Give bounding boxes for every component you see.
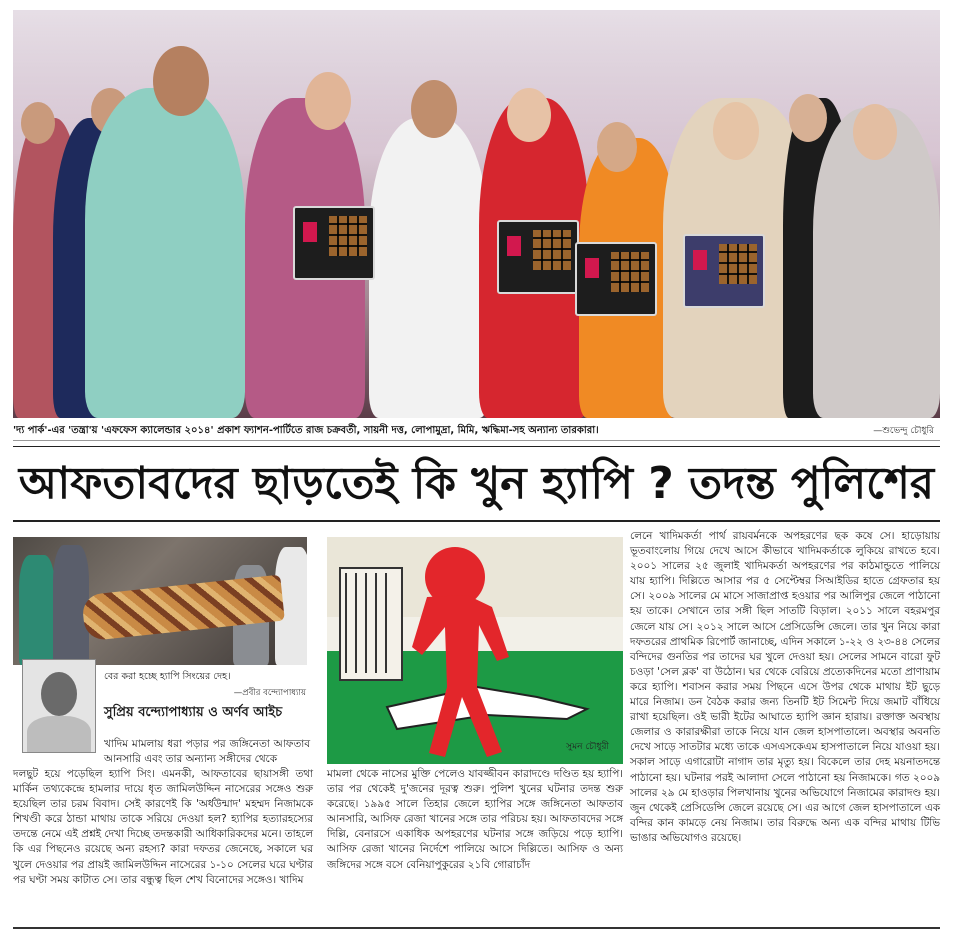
crime-illustration [327, 537, 623, 764]
photo-credit: —শুভেন্দু চৌধুরি [873, 426, 934, 436]
article-text-left-intro: খাদিম মামলায় ধরা পড়ার পর জঙ্গিনেতা আফতাব আনসারি এবং তার অন্যান্য সঙ্গীদের থেকে [104, 738, 310, 766]
article-text-left: দলছুট হয়ে পড়েছিল হ্যাপি সিং। এমনকী, আফতাবের ছায়াসঙ্গী তথা মার্কিন তথ্যকেন্দ্রে হামলার দায়ে ধৃত জামিলউদ্দিন নাসেরের সঙ্গেও শুরু হয়েছিল তার চরম বিবাদ। সেই কারণেই কি 'অর্ধউন্মাদ' মহম্মদ নিজামকে শিখণ্ডী করে ঠান্ডা মাথায় তাকে সরিয়ে দেওয়া হল? হ্যাপির হত্যারহস্যের তদন্তে নেমে এই প্রশ্নই দেখা দিচ্ছে তদন্তকারী আধিকারিকদের মনে। তাহলে কি এর পিছনেও রয়েছে অন্য রহস্য? কারা দফতর জেনেছে, সকালে ঘর খুলে দেওয়ার পর প্রায়ই জামিলউদ্দিন নাসেরের ১-১০ সেলের ঘরে ঘণ্টার পর ঘণ্টা সময় কাটাত সে। তার বন্ধুত্ব ছিল শেখ বিনোদের সঙ্গেও। খাদিম [13, 768, 313, 886]
article-text-right: লেনে খাদিমকর্তা পার্থ রায়বর্মনকে অপহরণের ছক কষে সে। হাড়োয়ায় ভূতবাংলোয় গিয়ে দেখে আসে কীভাবে খাদিমকর্তাকে লুকিয়ে রাখতে হবে। ২০০১ সালের ২৫ জুলাই খাদিমকর্তা অপহরণের পর কাঠমান্ডুতে পালিয়ে যায় হ্যাপি। দিল্লিতে আসার পর ৫ সেপ্টেম্বর সিআইডির হাতে গ্রেফতার হয় সে। ২০০৯ সালের মে মাসে সাজাপ্রাপ্ত হওয়ার পর আলিপুর জেলে পাঠানো হয় তাকে। সেখানে তার সঙ্গী ছিল সাতটি বিড়াল। ২০১১ সালে বহরমপুর জেলে যায় সে। ২০১২ সালে আসে প্রেসিডেন্সি জেলে। তার খুন নিয়ে কারা দফতরের প্রাথমিক রিপোর্ট জানাচ্ছে, এদিন সকালে ১-২২ ও ২৩-৪৪ সেলের বন্দিদের গুনতির পর তাদের ঘর খুলে দেওয়া হয়। সেলের সামনে বারো ফুট চওড়া 'সেল ব্লক' বা উঠোন। ঘর থেকে বেরিয়ে প্রত্যেকদিনের মতো প্রাণায়াম করে হ্যাপি। শবাসন করার সময় পিছনে এসে উপর থেকে মাথায় ইট ছুড়ে মারে নিজাম। ডন বৈঠক করার জন্য তিনটি ইট সিমেন্ট দিয়ে জমাট বাঁধিয়ে রাখা হয়েছিল। ওই ভারী ইটের আঘাতে হ্যাপি জ্ঞান হারায়। রক্তাক্ত অবস্থায় জেলার ও কারারক্ষীরা তাকে নিয়ে যান জেল হাসপাতালে। অবস্থার অবনতি দেখে সাড়ে সাতটার মধ্যে তাকে এসএসকেএম হাসপাতালে নিয়ে যাওয়া হয়। সকাল সাড়ে এগারোটা নাগাদ তার মৃত্যু হয়। বিকেলে তার দেহ ময়নাতদন্তে পাঠানো হয়। ঘটনার পরই আলাদা সেলে পাঠানো হয় নিজামকে। গত ২০০৯ সালের ২৯ মে হাওড়ার পিলখানায় খুনের অভিযোগে নিজামের কারাদণ্ড হয়। জুন থেকেই প্রেসিডেন্সি জেলে রয়েছে সে। এর আগে জেল হাসপাতালে এক বন্দির কান কামড়ে নেয় নিজাম। তার বিরুদ্ধে অন্য এক বন্দির মাথায় টিভি ভাঙার অভিযোগও রয়েছে। [630, 530, 940, 844]
calendar-prop [497, 220, 579, 294]
attack-figures-drawing [327, 537, 623, 764]
left-photo-caption: বের করা হচ্ছে হ্যাপি সিংয়ের দেহ। [104, 671, 231, 682]
event-photo [13, 10, 940, 418]
calendar-prop [293, 206, 375, 280]
article-text-middle: মামলা থেকে নাসের মুক্তি পেলেও যাবজ্জীবন কারাদণ্ডে দণ্ডিত হয় হ্যাপি। তার পর থেকেই দু'জনের দূরত্ব শুরু। পুলিশ খুনের ঘটনার তদন্ত শুরু করেছে। ১৯৯৫ সালে তিহার জেলে হ্যাপির সঙ্গে জঙ্গিনেতা আফতাব আনসারি, আসিফ রেজা খানের সঙ্গে তার পরিচয় হয়। আফতাবদের সঙ্গে দিল্লি, বেনারসে একাধিক অপহরণের ঘটনার সঙ্গে জড়িয়ে পড়ে হ্যাপি। আসিফ রেজা খানের নির্দেশে পালিয়ে আসে দিল্লিতে। আসিফ ও অন্য জঙ্গিদের সঙ্গে বসে বেনিয়াপুকুরের ২১বি গোরাচাঁদ [327, 768, 623, 871]
illustration-signature: সুমন চৌধুরী [566, 742, 609, 752]
crime-scene-photo [13, 537, 307, 665]
calendar-prop [575, 242, 657, 316]
byline: সুপ্রিয় বন্দ্যোপাধ্যায় ও অর্ণব আইচ [104, 705, 283, 720]
suspect-mugshot [22, 659, 96, 753]
photo-caption-text: 'দ্য পার্ক'-এর 'তন্ত্রা'য় 'এফফেস ক্যালেন্ডার ২০১৪' প্রকাশ ফ্যাশন-পার্টিতে রাজ চক্রবর্তী, সায়নী দত্ত, লোপামুদ্রা, মিমি, ঋদ্ধিমা-সহ অন্যান্য তারকারা। [13, 425, 599, 436]
photo-caption [13, 422, 940, 441]
calendar-prop [683, 234, 765, 308]
left-photo-credit: —প্রবীর বন্দ্যোপাধ্যায় [233, 688, 306, 698]
headline: আফতাবদের ছাড়তেই কি খুন হ্যাপি ? তদন্ত পুলিশের [18, 458, 935, 509]
